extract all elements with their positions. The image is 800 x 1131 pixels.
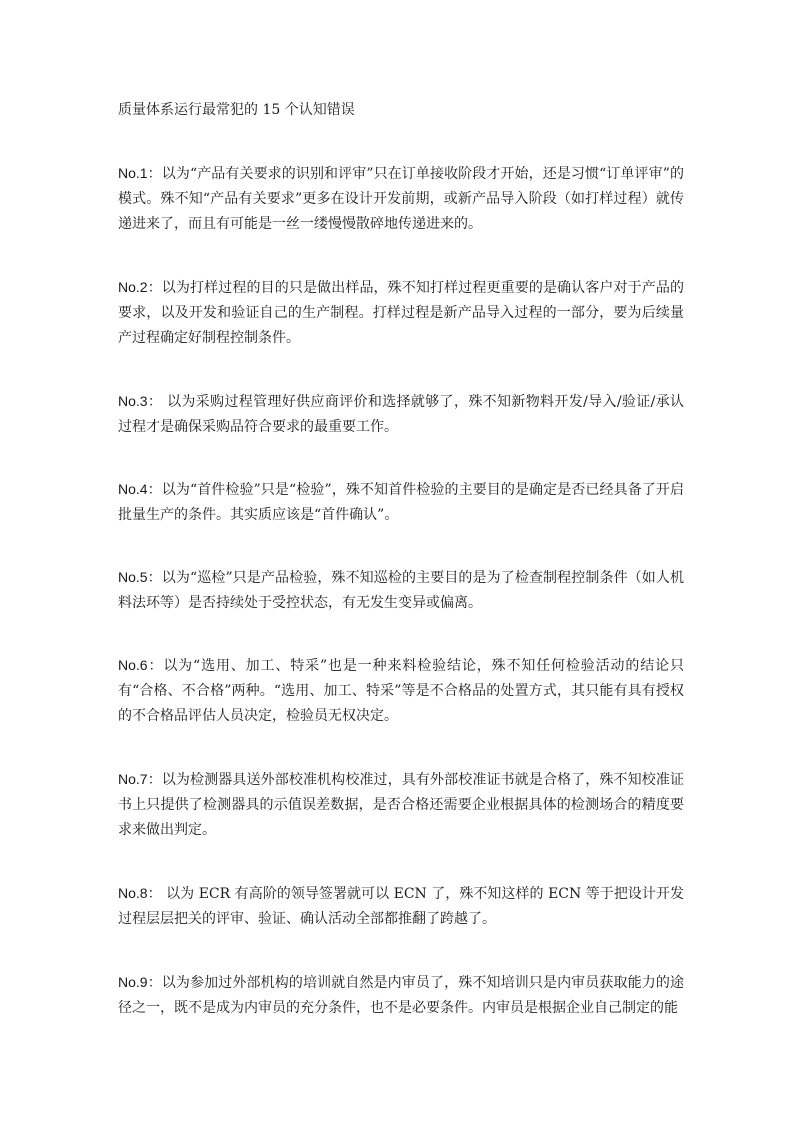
error-item-5: [118, 565, 684, 616]
item-text: ：以为“巡检”只是产品检验，殊不知巡检的主要目的是为了检查制程控制条件（如人机料法环等）是否持续处于受控状态，有无发生变异或偏离。: [118, 570, 684, 611]
error-item-2: [118, 275, 684, 351]
item-text: ：以为打样过程的目的只是做出样品，殊不知打样过程更重要的是确认客户对于产品的要求，以及开发和验证自己的生产制程。打样过程是新产品导入过程的一部分，要为后续量产过程确定好制程控制条件。: [118, 280, 684, 346]
item-number: No.2: [118, 279, 148, 295]
item-text: ：以为检测器具送外部校准机构校准过，具有外部校准证书就是合格了，殊不知校准证书上只提供了检测器具的示值误差数据，是否合格还需要企业根据具体的检测场合的精度要求来做出判定。: [118, 772, 684, 838]
item-text: ：以为“选用、加工、特采”也是一种来料检验结论，殊不知任何检验活动的结论只有“合格、不合格”两种。“选用、加工、特采”等是不合格品的处置方式，其只能有具有授权的不合格品评估人员决定，检验员无权决定。: [118, 658, 684, 724]
item-number: No.5: [118, 569, 148, 585]
item-text: ：以为“产品有关要求的识别和评审”只在订单接收阶段才开始，还是习惯“订单评审”的模式。殊不知“产品有关要求”更多在设计开发前期，或新产品导入阶段（如打样过程）就传递进来了，而且有可能是一丝一缕慢慢散碎地传递进来的。: [118, 166, 684, 232]
item-number: No.1: [118, 165, 148, 181]
item-text: ：以为“首件检验”只是“检验”，殊不知首件检验的主要目的是确定是否已经具备了开启批量生产的条件。其实质应该是“首件确认”。: [118, 482, 684, 523]
item-number: No.9: [118, 974, 148, 990]
error-item-1: [118, 161, 684, 237]
item-number: No.6: [118, 657, 148, 673]
item-text: ： 以为采购过程管理好供应商评价和选择就够了，殊不知新物料开发/导入/验证/承认过程才是确保采购品符合要求的最重要工作。: [118, 394, 684, 435]
error-item-7: [118, 767, 684, 843]
error-item-6: [118, 653, 684, 729]
error-item-4: [118, 477, 684, 528]
item-number: No.7: [118, 771, 148, 787]
error-item-9: [118, 970, 684, 1021]
item-number: No.4: [118, 481, 148, 497]
item-text: ： 以为 ECR 有高阶的领导签署就可以 ECN 了，殊不知这样的 ECN 等于把设计开发过程层层把关的评审、验证、确认活动全部都推翻了跨越了。: [118, 886, 684, 927]
error-item-8: [118, 881, 684, 932]
error-item-3: [118, 389, 684, 440]
item-number: No.8: [118, 885, 148, 901]
item-text: ：以为参加过外部机构的培训就自然是内审员了，殊不知培训只是内审员获取能力的途径之一，既不是成为内审员的充分条件，也不是必要条件。内审员是根据企业自己制定的能: [118, 975, 684, 1016]
document-title: 质量体系运行最常犯的 15 个认知错误: [118, 102, 355, 118]
item-number: No.3: [118, 393, 148, 409]
